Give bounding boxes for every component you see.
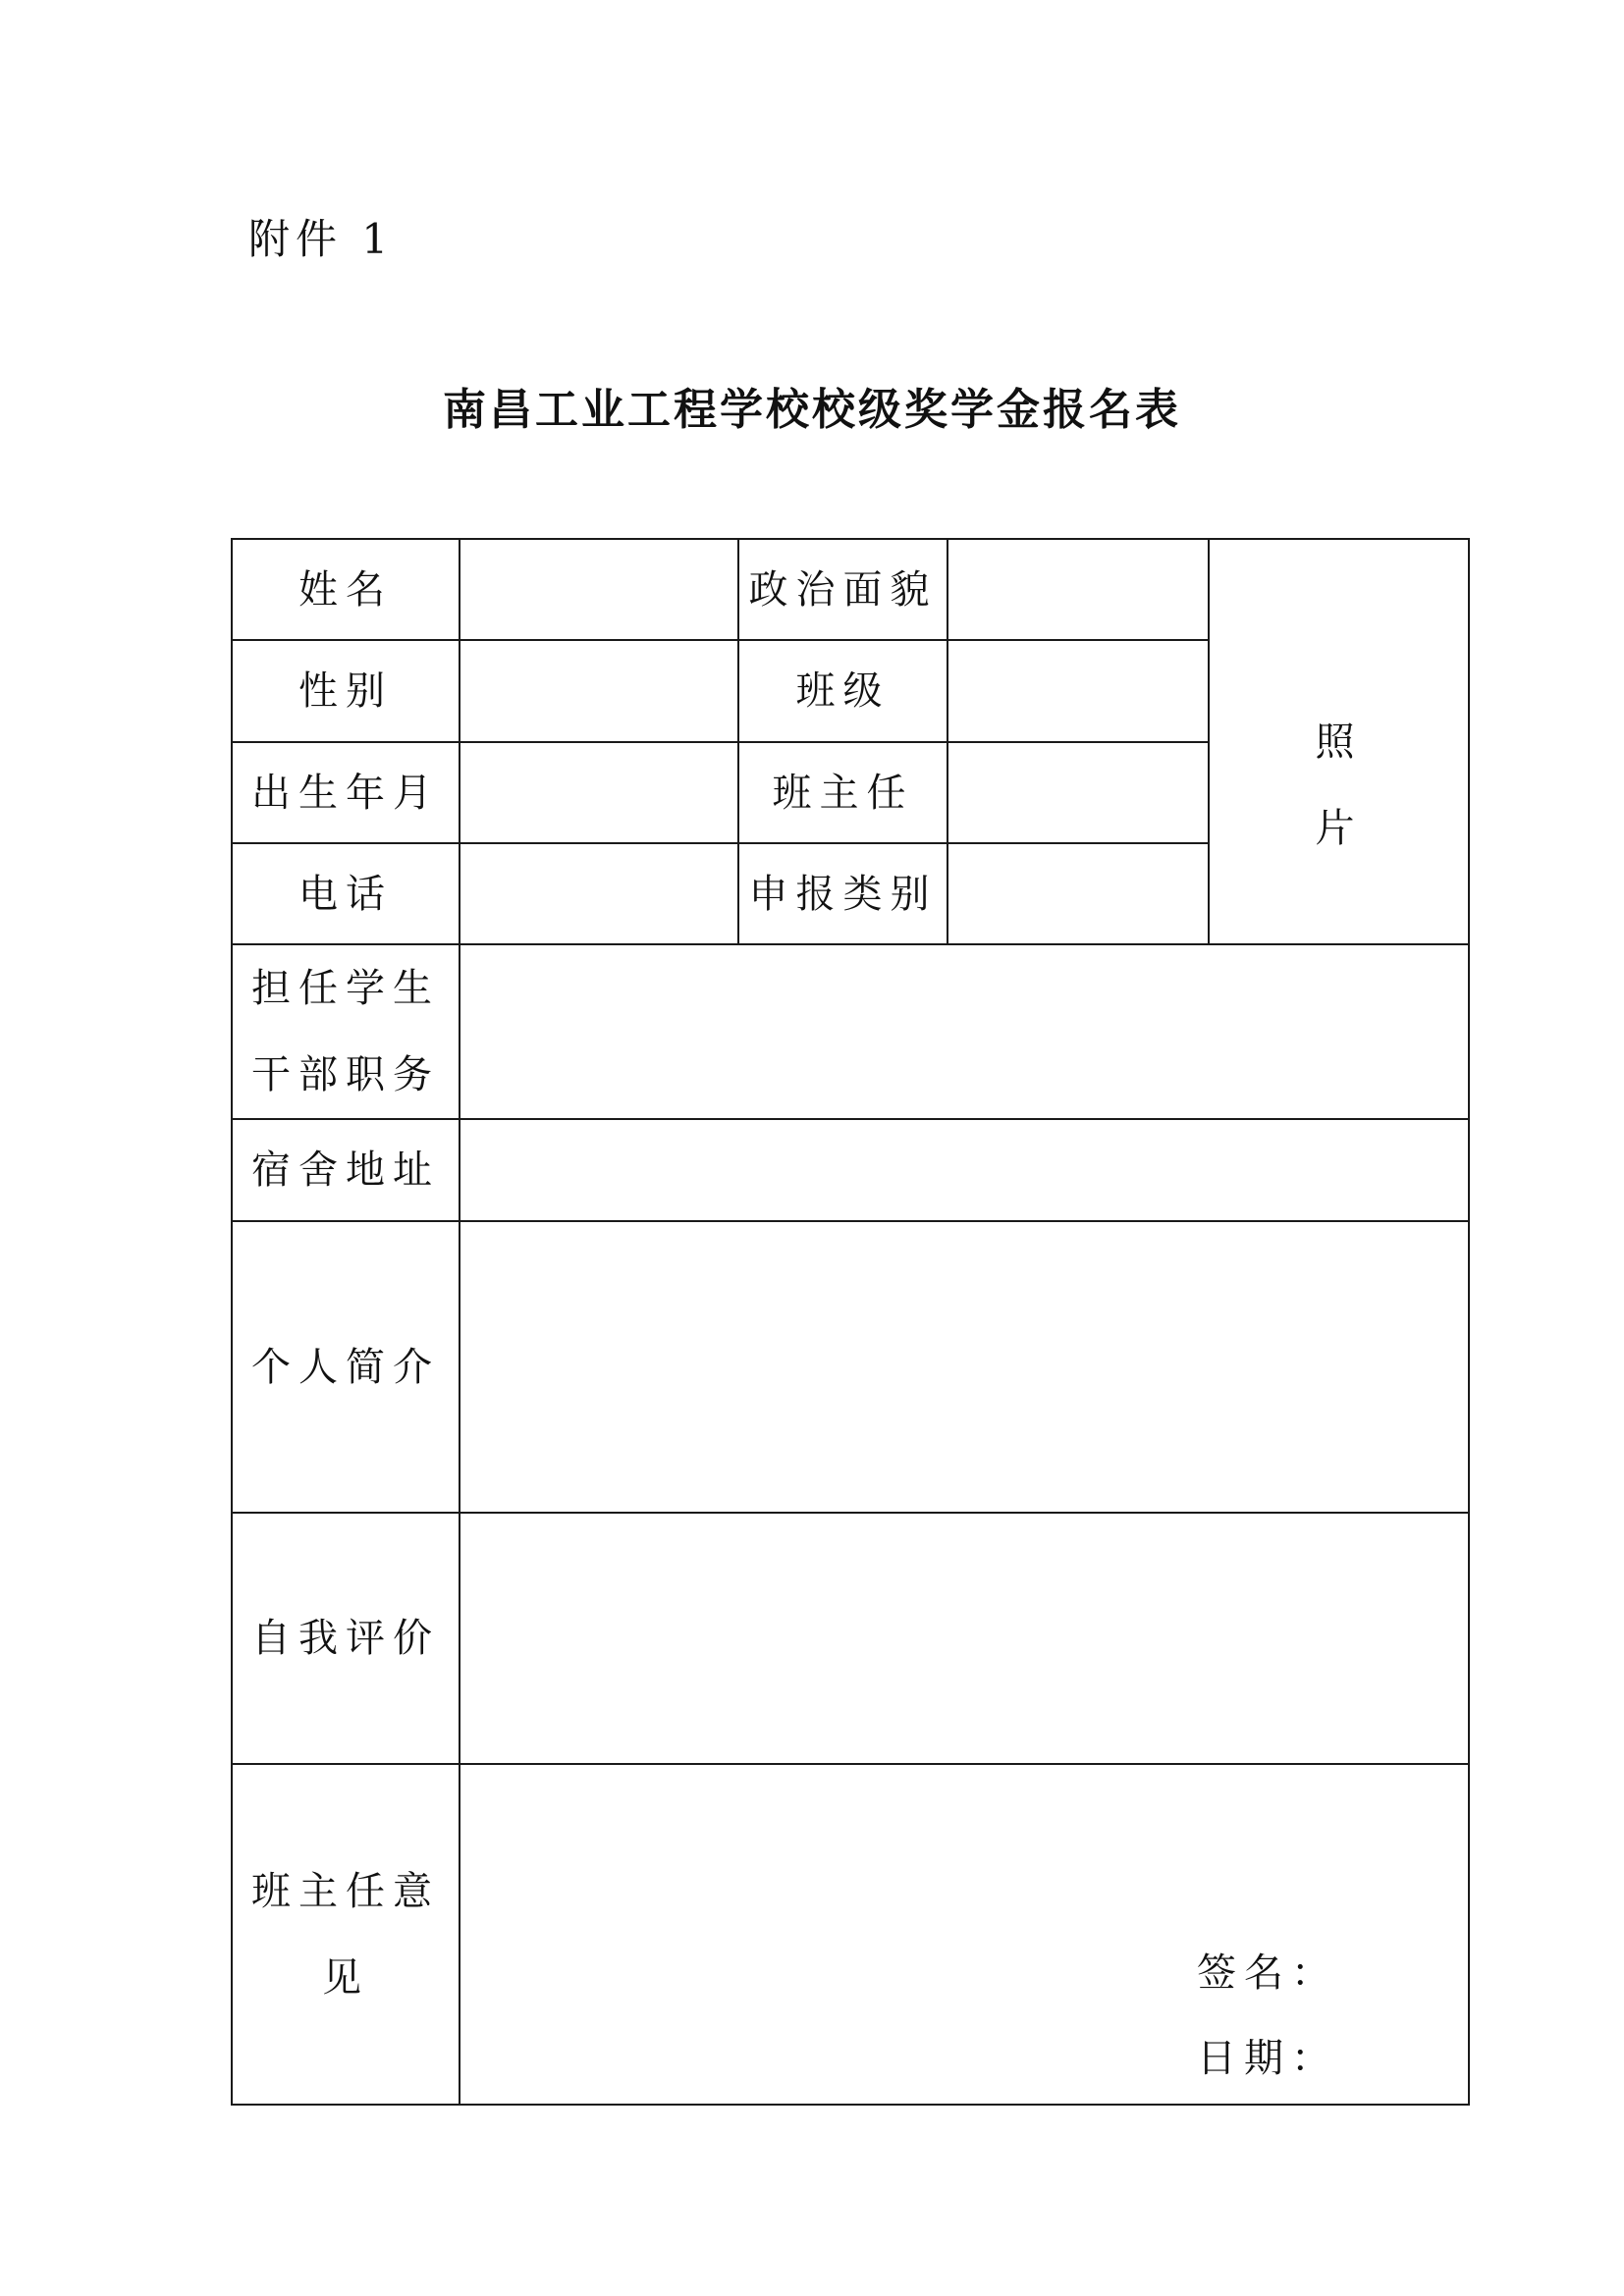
cadre-position-label: 担任学生 干部职务 <box>232 944 460 1119</box>
form-row-dorm <box>232 1119 1469 1221</box>
self-intro-label: 个人简介 <box>232 1221 460 1513</box>
form-row-name <box>232 539 1469 640</box>
birth-date-label: 出生年月 <box>232 742 460 843</box>
name-field[interactable] <box>460 539 738 640</box>
political-status-field[interactable] <box>947 539 1209 640</box>
birth-date-field[interactable] <box>460 742 738 843</box>
name-label: 姓名 <box>232 539 460 640</box>
class-label: 班级 <box>738 640 947 742</box>
application-form-table <box>231 538 1470 2106</box>
form-row-opinion <box>232 1764 1469 2105</box>
form-row-intro <box>232 1221 1469 1513</box>
gender-field[interactable] <box>460 640 738 742</box>
teacher-opinion-field[interactable] <box>460 1764 1469 2105</box>
dorm-address-label: 宿舍地址 <box>232 1119 460 1221</box>
self-evaluation-label: 自我评价 <box>232 1513 460 1764</box>
signature-label: 签名： <box>1197 1950 1338 1996</box>
phone-label: 电话 <box>232 843 460 944</box>
form-row-cadre <box>232 944 1469 1119</box>
gender-label: 性别 <box>232 640 460 742</box>
head-teacher-label: 班主任 <box>738 742 947 843</box>
date-label: 日期： <box>1197 2036 1338 2081</box>
application-type-label: 申报类别 <box>738 843 947 944</box>
form-row-evaluation <box>232 1513 1469 1764</box>
class-field[interactable] <box>947 640 1209 742</box>
head-teacher-field[interactable] <box>947 742 1209 843</box>
photo-label: 照 片 <box>1315 719 1363 851</box>
cadre-position-field[interactable] <box>460 944 1469 1119</box>
self-intro-field[interactable] <box>460 1221 1469 1513</box>
dorm-address-field[interactable] <box>460 1119 1469 1221</box>
political-status-label: 政治面貌 <box>738 539 947 640</box>
form-title: 南昌工业工程学校校级奖学金报名表 <box>443 385 1181 435</box>
application-type-field[interactable] <box>947 843 1209 944</box>
attachment-label: 附件 1 <box>248 215 395 263</box>
phone-field[interactable] <box>460 843 738 944</box>
teacher-opinion-label: 班主任意 见 <box>232 1764 460 2105</box>
self-evaluation-field[interactable] <box>460 1513 1469 1764</box>
photo-box[interactable] <box>1209 539 1469 944</box>
